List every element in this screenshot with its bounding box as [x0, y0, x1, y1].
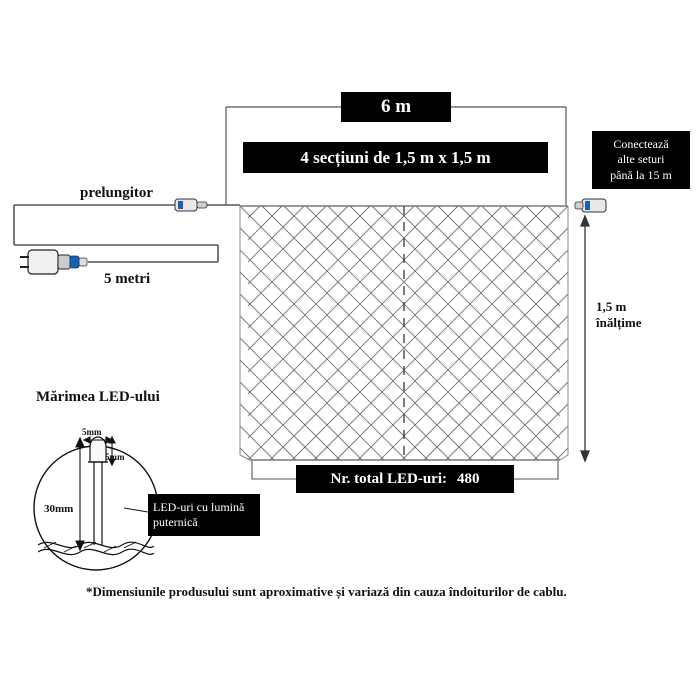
- extension-label: prelungitor: [80, 185, 154, 201]
- connect-note-line-3: până la 15 m: [610, 167, 672, 182]
- footnote-label: *Dimensiunile produsului sunt aproximative și variază din cauza îndoiturilor de cablu.: [86, 584, 567, 599]
- extension-connector-icon: [175, 199, 207, 211]
- cable-length-label: 5 metri: [104, 271, 151, 287]
- total-leds-label: Nr. total LED-uri:: [330, 470, 448, 487]
- sections-label-box: 4 secțiuni de 1,5 m x 1,5 m: [243, 142, 548, 173]
- led-height-label: 5mm: [105, 452, 125, 462]
- total-leds-value: 480: [457, 470, 480, 487]
- net-end-connector-icon: [575, 199, 606, 212]
- led-width-label: 5mm: [82, 427, 102, 437]
- mains-plug-icon: [20, 250, 87, 274]
- led-size-title: Mărimea LED-ului: [36, 389, 160, 405]
- connect-note-box: [592, 131, 690, 189]
- height-dimension-arrow: [581, 216, 589, 461]
- bright-note-line-1: LED-uri cu lumină: [153, 500, 245, 514]
- bright-led-note-box: [148, 494, 260, 536]
- height-label: 1,5 m înălțime: [596, 299, 642, 330]
- led-stem-label: 30mm: [44, 503, 74, 515]
- bright-note-line-2: puternică: [153, 515, 198, 529]
- total-leds-box: [296, 465, 514, 493]
- width-label-box: 6 m: [341, 92, 451, 122]
- connect-note-line-1: Conectează: [613, 136, 669, 151]
- connect-note-line-2: alte seturi: [617, 152, 665, 167]
